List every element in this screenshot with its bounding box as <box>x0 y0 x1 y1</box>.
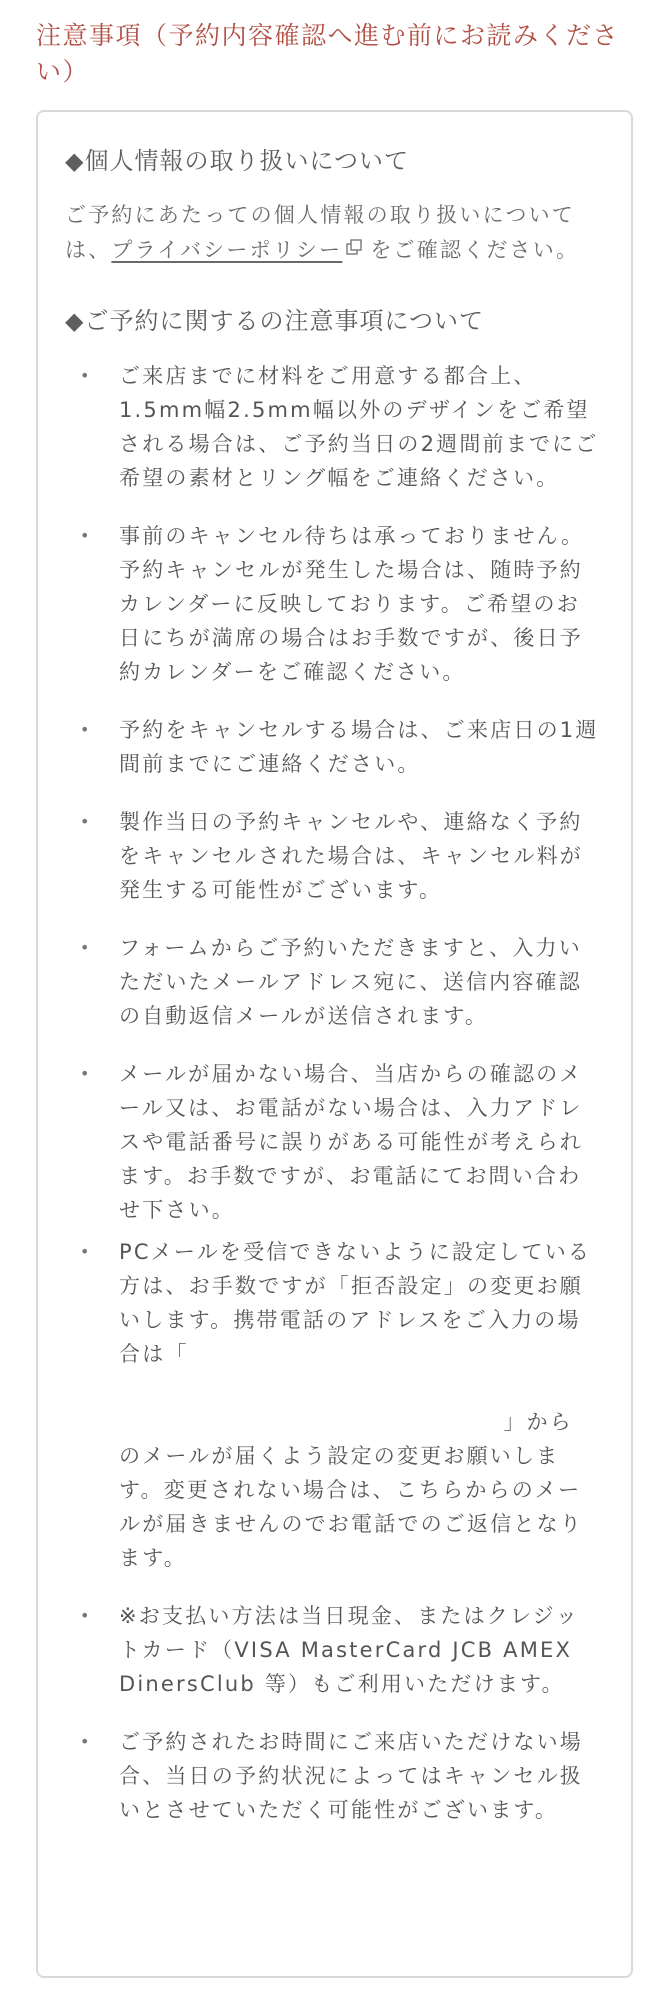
pc-mail-text-part3: のメールが届くよう設定の変更お願いします。変更されない場合は、こちらからのメールが届きませんのでお電話でのご返信となります。 <box>119 1444 583 1570</box>
note-text: 事前のキャンセル待ちは承っておりません。予約キャンセルが発生した場合は、随時予約カレンダーに反映しております。ご希望のお日にちが満席の場合はお手数ですが、後日予約カレンダーをご確認ください。 <box>119 524 585 684</box>
bullet-icon: • <box>80 720 92 739</box>
notice-box <box>36 110 633 1978</box>
external-link-icon[interactable] <box>346 232 362 248</box>
section-title: 注意事項（予約内容確認へ進む前にお読みください） <box>36 21 620 86</box>
bullet-icon: • <box>80 1242 92 1261</box>
note-item-cancel-fee <box>65 805 601 907</box>
privacy-policy-link[interactable]: プライバシーポリシー <box>111 238 343 262</box>
bullet-icon: • <box>80 366 92 385</box>
note-text: ※お支払い方法は当日現金、またはクレジットカード（VISA MasterCard JCB AMEX DinersClub 等）もご利用いただけます。 <box>119 1604 580 1696</box>
note-item-no-mail <box>65 1057 601 1227</box>
bullet-icon: • <box>80 812 92 831</box>
bullet-icon: • <box>80 526 92 545</box>
note-text: 予約をキャンセルする場合は、ご来店日の1週間前までにご連絡ください。 <box>119 718 599 776</box>
privacy-text-after: をご確認ください。 <box>370 238 580 262</box>
note-text: ご予約されたお時間にご来店いただけない場合、当日の予約状況によってはキャンセル扱いとさせていただく可能性がございます。 <box>119 1730 583 1822</box>
pc-mail-text-part2: 」から <box>503 1410 573 1434</box>
note-text <box>119 1235 601 1575</box>
reservation-notes-list <box>65 359 601 1827</box>
bullet-icon: • <box>80 1064 92 1083</box>
note-item-waitlist <box>65 519 601 689</box>
note-text: ご来店までに材料をご用意する都合上、1.5mm幅2.5mm幅以外のデザインをご希望される場合は、ご予約当日の2週間前までにご希望の素材とリング幅をご連絡ください。 <box>119 364 599 490</box>
bullet-icon: • <box>80 1732 92 1751</box>
notice-box-content <box>38 112 631 1827</box>
privacy-text <box>65 199 601 267</box>
note-item-materials <box>65 359 601 495</box>
note-text: フォームからご予約いただきますと、入力いただいたメールアドレス宛に、送信内容確認の自動返信メールが送信されます。 <box>119 936 582 1028</box>
privacy-text-before: ご予約にあたっての個人情報の取り扱いについては、 <box>65 203 575 262</box>
blank-address-space <box>119 1371 601 1405</box>
note-item-cancel-deadline <box>65 713 601 781</box>
pc-mail-text-part1: PCメールを受信できないように設定している方は、お手数ですが「拒否設定」の変更お願いします。携帯電話のアドレスをご入力の場合は「 <box>119 1240 592 1366</box>
note-item-auto-reply <box>65 931 601 1033</box>
note-text: メールが届かない場合、当店からの確認のメール又は、お電話がない場合は、入力アドレスや電話番号に誤りがある可能性が考えられます。お手数ですが、お電話にてお問い合わせ下さい。 <box>119 1062 583 1222</box>
reservation-notes-heading: ◆ご予約に関するの注意事項について <box>65 307 484 335</box>
bullet-icon: • <box>80 938 92 957</box>
note-item-pc-mail <box>65 1235 601 1575</box>
bullet-icon: • <box>80 1606 92 1625</box>
note-item-payment <box>65 1599 601 1701</box>
privacy-heading: ◆個人情報の取り扱いについて <box>65 147 409 175</box>
note-item-late <box>65 1725 601 1827</box>
note-text: 製作当日の予約キャンセルや、連絡なく予約をキャンセルされた場合は、キャンセル料が発生する可能性がございます。 <box>119 810 583 902</box>
